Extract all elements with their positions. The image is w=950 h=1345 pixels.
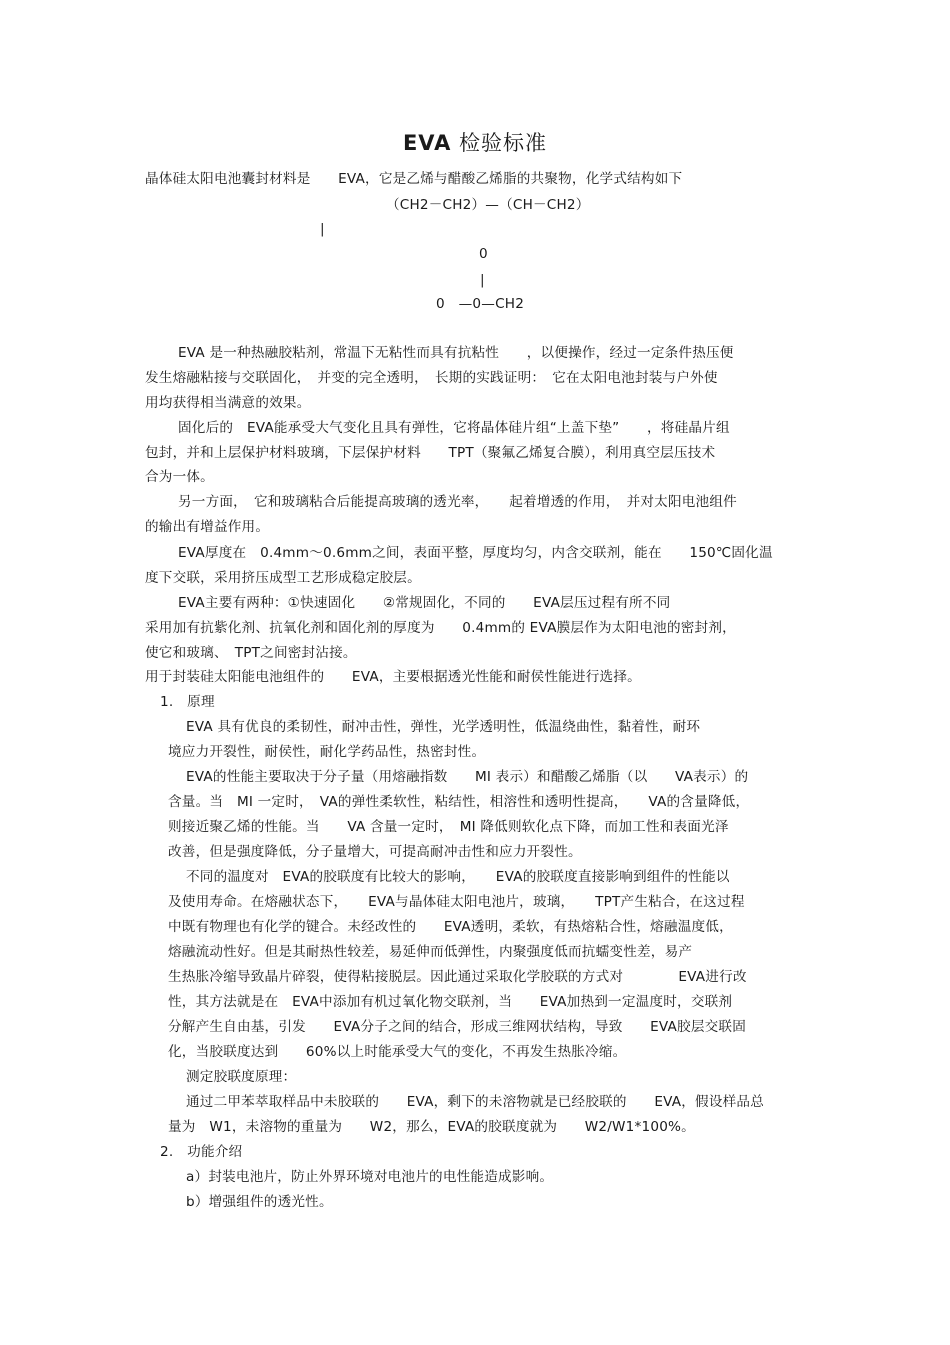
list-item: b）增强组件的透光性。 [186,1194,333,1210]
text-line: 生热胀冷缩导致晶片碎裂，使得粘接脱层。因此通过采取化学胶联的方式对 EVA进行改 [168,969,747,985]
text-line: 含量。当 MI 一定时， VA的弹性柔软性，粘结性，相溶性和透明性提高， VA的含量降低， [168,794,750,810]
text-line: 量为 W1，未溶物的重量为 W2，那么，EVA的胶联度就为 W2/W1*100%。 [168,1119,695,1135]
text-line: 化，当胶联度达到 60%以上时能承受大气的变化，不再发生热胀冷缩。 [168,1044,627,1060]
title-bold: EVA [402,131,452,155]
formula-line: 0 [479,246,488,262]
text-line: 及使用寿命。在熔融状态下， EVA与晶体硅太阳电池片，玻璃， TPT产生粘合，在这过程 [168,894,745,910]
text-line: 另一方面， 它和玻璃粘合后能提高玻璃的透光率， 起着增透的作用， 并对太阳电池组件 [178,494,737,510]
text-line: 晶体硅太阳电池囊封材料是 EVA，它是乙烯与醋酸乙烯脂的共聚物，化学式结构如下 [145,171,683,187]
page-title [0,128,950,158]
section-heading: 2. 功能介绍 [160,1144,243,1160]
formula-line: （CH2－CH2）—（CH－CH2） [386,197,590,213]
text-line: 改善，但是强度降低，分子量增大，可提高耐冲击性和应力开裂性。 [168,844,582,860]
text-line: 分解产生自由基，引发 EVA分子之间的结合，形成三维网状结构，导致 EVA胶层交联固 [168,1019,746,1035]
title-rest: 检验标准 [451,131,548,155]
text-line: 合为一体。 [145,469,214,485]
text-line: 采用加有抗紫化剂、抗氧化剂和固化剂的厚度为 0.4mm的 EVA膜层作为太阳电池的密封剂， [145,620,736,636]
list-item: a）封装电池片，防止外界环境对电池片的电性能造成影响。 [186,1169,554,1185]
text-line: 发生熔融粘接与交联固化， 并变的完全透明， 长期的实践证明： 它在太阳电池封装与户外使 [145,370,718,386]
text-line: 固化后的 EVA能承受大气变化且具有弹性，它将晶体硅片组“上盖下垫” ，将硅晶片组 [178,420,730,436]
text-line: EVA厚度在 0.4mm～0.6mm之间，表面平整，厚度均匀，内含交联剂，能在 150℃固化温 [178,545,773,561]
text-line: EVA 是一种热融胶粘剂，常温下无粘性而具有抗粘性 ，以便操作，经过一定条件热压便 [178,345,734,361]
section-heading: 1. 原理 [160,694,215,710]
text-line: 度下交联，采用挤压成型工艺形成稳定胶层。 [145,570,421,586]
text-line: 用于封装硅太阳能电池组件的 EVA，主要根据透光性能和耐侯性能进行选择。 [145,669,641,685]
formula-line: | [480,272,485,288]
text-line: 使它和玻璃、 TPT之间密封沾接。 [145,645,357,661]
text-line: EVA主要有两种：①快速固化 ②常规固化，不同的 EVA层压过程有所不同 [178,595,671,611]
text-line: EVA 具有优良的柔韧性，耐冲击性，弹性，光学透明性，低温绕曲性，黏着性，耐环 [186,719,701,735]
text-line: 包封，并和上层保护材料玻璃，下层保护材料 TPT（聚氟乙烯复合膜），利用真空层压技术 [145,445,716,461]
formula-line: | [320,221,325,237]
text-line: 的输出有增益作用。 [145,519,270,535]
text-line: EVA的性能主要取决于分子量（用熔融指数 MI 表示）和醋酸乙烯脂（以 VA表示）的 [186,769,749,785]
text-line: 境应力开裂性，耐侯性，耐化学药品性，热密封性。 [168,744,486,760]
text-line: 不同的温度对 EVA的胶联度有比较大的影响， EVA的胶联度直接影响到组件的性能以 [186,869,730,885]
text-line: 中既有物理也有化学的键合。未经改性的 EVA透明，柔软，有热熔粘合性，熔融温度低， [168,919,733,935]
formula-line: 0 —0—CH2 [436,296,525,312]
text-line: 用均获得相当满意的效果。 [145,395,311,411]
text-line: 测定胶联度原理： [186,1069,297,1085]
text-line: 熔融流动性好。但是其耐热性较差，易延伸而低弹性，内聚强度低而抗蠕变性差，易产 [168,944,693,960]
text-line: 通过二甲苯萃取样品中未胶联的 EVA，剩下的未溶物就是已经胶联的 EVA，假设样品总 [186,1094,764,1110]
text-line: 则接近聚乙烯的性能。当 VA 含量一定时， MI 降低则软化点下降，而加工性和表面光泽 [168,819,729,835]
text-line: 性，其方法就是在 EVA中添加有机过氧化物交联剂，当 EVA加热到一定温度时，交联剂 [168,994,733,1010]
